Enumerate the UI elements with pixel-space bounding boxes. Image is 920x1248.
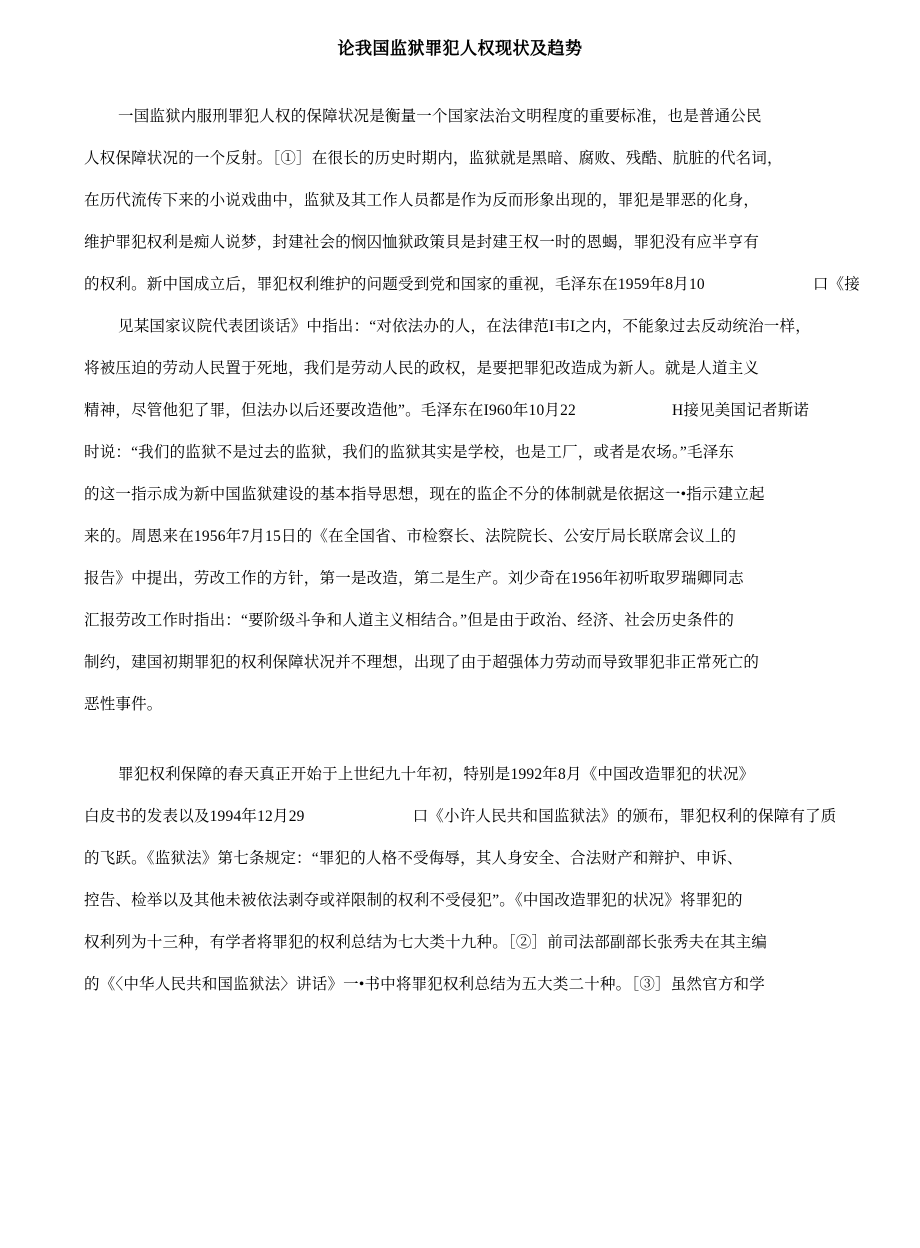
text-line — [84, 796, 836, 838]
text-segment: 精神，尽管他犯了罪，但法办以后还要改造他”。毛泽东在I960年10月22 — [84, 402, 576, 419]
text-line: 的这一指示成为新中国监狱建设的基本指导思想，现在的监企不分的体制就是依据这一•指示建立起 — [84, 486, 765, 503]
paragraph — [84, 754, 836, 1006]
document-body — [84, 96, 860, 1006]
text-line: 的飞跃。《监狱法》第七条规定：“罪犯的人格不受侮辱，其人身安全、合法财产和辩护、申诉、 — [84, 850, 743, 867]
text-line: 恶性事件。 — [84, 696, 163, 713]
text-segment-tail: 口《小许人民共和国监狱法》的颁布，罪犯权利的保障有了质 — [412, 808, 837, 825]
text-line: 汇报劳改工作时指出：“要阶级斗争和人道主义相结合。”但是由于政治、经济、社会历史条件的 — [84, 612, 735, 629]
text-line: 控告、检举以及其他未被依法剥夺或祥限制的权利不受侵犯”。《中国改造罪犯的状况》将罪犯的 — [84, 892, 743, 909]
text-line: 报告》中提出，劳改工作的方针，第一是改造，第二是生产。刘少奇在1956年初听取罗瑞卿同志 — [84, 570, 744, 587]
text-segment-tail: H接见美国记者斯诺 — [672, 402, 809, 419]
text-segment: 的权利。新中国成立后，罪犯权利维护的问题受到党和国家的重视，毛泽东在1959年8月10 — [84, 276, 705, 293]
page-title: 论我国监狱罪犯人权现状及趋势 — [337, 39, 583, 58]
text-segment-tail: 口《接 — [812, 276, 860, 293]
text-line: 罪犯权利保障的春天真正开始于上世纪九十年初，特别是1992年8月《中国改造罪犯的状况》 — [118, 766, 755, 783]
text-line: 来的。周恩来在1956年7月15日的《在全国省、市检察长、法院院长、公安厅局长联席会议丄的 — [84, 528, 737, 545]
text-line — [84, 264, 860, 306]
text-line — [84, 390, 836, 432]
text-line: 见某国家议院代表团谈话》中指出：“对依法办的人，在法律范I韦I之内，不能象过去反动统治一样， — [118, 318, 811, 335]
text-line: 权利列为十三种，有学者将罪犯的权利总结为七大类十九种。［②］前司法部副部长张秀夫在其主编 — [84, 934, 768, 951]
text-line: 人权保障状况的一个反射。［①］在很长的历史时期内，监狱就是黑暗、腐败、残酷、肮脏的代名词， — [84, 150, 783, 167]
text-line: 一国监狱内服刑罪犯人权的保障状况是衡量一个国家法治文明程度的重要标准，也是普通公民 — [118, 108, 762, 125]
text-line: 在历代流传下来的小说戏曲中，监狱及其工作人员都是作为反而形象出现的，罪犯是罪恶的化身， — [84, 192, 760, 209]
paragraph — [84, 96, 860, 726]
text-line: 时说：“我们的监狱不是过去的监狱，我们的监狱其实是学校，也是工厂，或者是农场。”毛泽东 — [84, 444, 735, 461]
text-line: 的《〈中华人民共和国监狱法〉讲话》一•书中将罪犯权利总结为五大类二十种。［③］虽然官方和学 — [84, 976, 765, 993]
text-line: 将被压迫的劳动人民置于死地，我们是劳动人民的政权，是要把罪犯改造成为新人。就是人道主义 — [84, 360, 760, 377]
text-line: 制约，建国初期罪犯的权利保障状况并不理想，出现了由于超强体力劳动而导致罪犯非正常死亡的 — [84, 654, 760, 671]
text-line: 维护罪犯权利是痴人说梦，封建社会的悯囚恤狱政策貝是封建王权一时的恩蝎，罪犯没有应半亨有 — [84, 234, 760, 251]
text-segment: 白皮书的发表以及1994年12月29 — [84, 808, 305, 825]
